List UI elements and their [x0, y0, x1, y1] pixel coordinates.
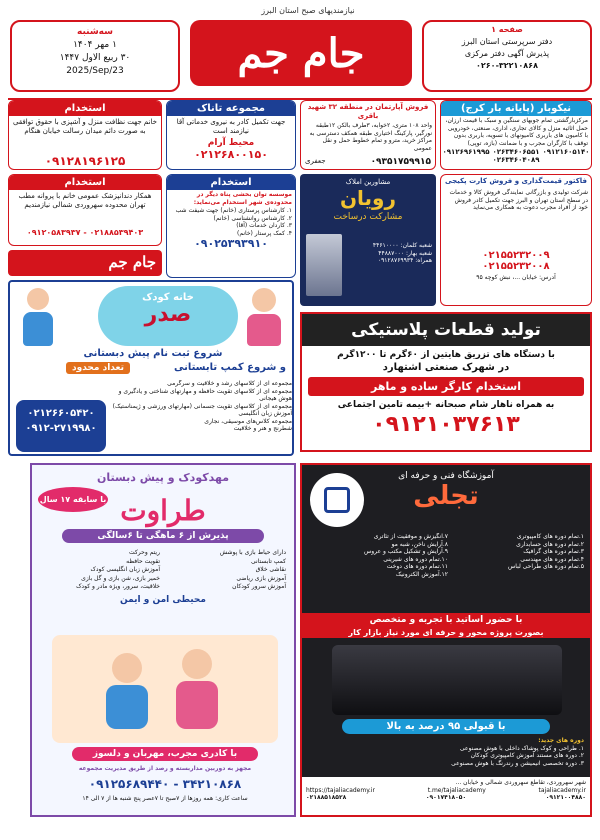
ad-partner: مشارکت درساخت	[333, 212, 403, 222]
list-item: ریتم وحرکت	[129, 549, 160, 556]
telegram-link[interactable]: t.me/tajaliacademy	[427, 786, 486, 794]
ad-rate: با قبولی ۹۵ درصد به بالا	[342, 719, 550, 734]
phone: ۰۹۱۲۱۰۰۴۸۸۰	[545, 794, 586, 801]
academy-logo	[310, 473, 364, 527]
phone: ۰۲۶۳۴۶۰۶۵۵۱	[492, 148, 540, 156]
ad-intro: موسسه توان بخشی پناه دیگر در محدوده‌ی شهر استخدام می‌نماید:	[193, 191, 292, 206]
ad-title: استخدام	[9, 101, 161, 116]
weekday: سه‌شنبه	[77, 27, 113, 37]
contact-name: جعفری	[305, 157, 326, 166]
phone: ۰۹۱۲۵۶۸۹۴۴۰ - ۳۴۲۱۰۸۶۸	[88, 777, 242, 791]
keyboard-image	[332, 645, 562, 715]
new-course-list	[308, 737, 584, 767]
list-item: کمپ تابستانی	[251, 557, 286, 565]
phone: ۰۲۱۸۸۵۱۸۵۲۸	[306, 794, 347, 801]
ad-banner: با حضور اساتید با تجربه و متخصص	[302, 613, 590, 627]
building-image	[306, 234, 342, 296]
ad-line1: با دستگاه های تزریق هایتین از ۶۰گرم تا ۱۲۰۰گرم	[337, 350, 555, 360]
ad-title: تولید قطعات پلاستیکی	[302, 314, 590, 346]
list-item: خمیر بازی، شن بازی و گل بازی	[81, 574, 160, 582]
ad-brand: تجلی	[413, 481, 479, 511]
address: شهر سهروردی، تقاطع سهروردی شمالی و خیابان ...	[455, 779, 586, 786]
list-item: ۹.آرایش و تشکیل مکتب و عروس	[363, 548, 448, 555]
address: آدرس: خیابان ...، نبش کوچه ۹۵	[476, 274, 556, 282]
list-item: آموزش زبان انگلیسی	[238, 410, 292, 417]
ad-text: واحد ۱۰۸ متری، ۲خوابه، ۳طرف بالکن ۱۲طبقه نورگیر، پارکینگ اختیاری طبقه همکف دسترسی به مراکز خرید، مترو و تمام خطوط حمل و نقل عمومی	[309, 122, 432, 152]
office-line1: دفتر سرپرستی استان البرز	[461, 37, 553, 46]
phone-list	[441, 148, 591, 164]
ad-slogan: با کادری مجرب، مهربان و دلسوز	[72, 747, 258, 761]
office-phone: ۰۲۶۰-۳۲۲۱۰۸۶۸	[476, 61, 538, 70]
ad-item: ۲. کارشناس روانشناسی (خانم)	[213, 214, 292, 222]
ad-tag: محیطی امن و ایمن	[120, 594, 206, 605]
ad-banner2: بصورت پروژه محور و حرفه ای مورد نیاز بازار کار	[302, 627, 590, 638]
ad-job-cleaning	[8, 100, 162, 170]
badge-limited: تعداد محدود	[66, 362, 130, 374]
hijri-date: ۳۰ ربیع الاول ۱۴۴۷	[59, 53, 131, 64]
ad-title: فروش آپارتمان در منطقه ۳۲ شهید باقری	[307, 103, 429, 121]
instagram-link[interactable]: tajaliacademy.ir	[538, 786, 586, 794]
logo-text: جام جم	[237, 29, 365, 77]
list-item: آموزش سرور کودکان	[232, 583, 286, 590]
office-box	[422, 20, 592, 92]
ad-text: جهت تکمیل کادر به نیروی خدماتی آقا نیازمند است	[176, 118, 286, 136]
logo	[190, 20, 412, 86]
ad-line2: در شهرک صنعتی اشتهارد	[382, 362, 510, 373]
list-item: ۱۱.تمام دوره های دوخت	[386, 563, 448, 570]
child-illustration	[244, 288, 284, 348]
mini-logo-text: جام جم	[108, 253, 156, 271]
phone: ۰۹۱۲۰۵۸۳۹۳۷ - ۰۲۱۸۸۵۳۹۴۰۳	[26, 228, 144, 237]
phone: ۰۹۱۲۸۱۹۶۱۲۵	[44, 154, 126, 168]
ad-tajali-academy	[300, 463, 592, 817]
ad-title: مجموعه تاناک	[167, 101, 295, 116]
phone: شعبه بهار: ۴۴۸۸۷۰۰۰	[378, 249, 432, 257]
list-item: مجموعه ای از کلاسهای تقویت حافظه و مهارتهای شناختی و یادگیری و هوش هیجانی	[118, 387, 292, 402]
ad-text: مرکزبارگشتی تمام جوبهای سنگین و سبک با قیمت ارزان، حمل اثاثیه منزل و کالای تجاری، اداری، صنعتی، خودرویی با کامیون های باربری کامیونهای با تسویه، باربری بدون توقف با کارگران مجرب و با ضمانت (بازه، توپی)	[445, 117, 588, 147]
children-illustration	[52, 635, 278, 743]
phone: ۰۹۳۵۱۷۵۹۹۱۵	[370, 157, 431, 168]
phone: همراه: ۰۹۱۲۸۷۶۹۹۳۴	[377, 257, 432, 264]
ad-sadr-kindergarten	[8, 280, 294, 456]
phone: ۰۹۱۲۶۹۶۱۹۹۵	[442, 148, 490, 156]
ad-place: محیط آرام	[207, 138, 255, 149]
ad-tanak	[166, 100, 296, 170]
ad-subtitle: مشاورین املاک	[345, 178, 391, 186]
list-item: تقویت حافظه	[126, 557, 160, 565]
list-item: شطرنج و هنر و خلاقیت	[233, 425, 292, 432]
list-item: مجموعه ای از کلاسهای رشد و خلاقیت و سرگرمی	[167, 380, 292, 387]
list-title: دوره های جدید:	[538, 737, 584, 744]
list-item: ۵.تمام دوره های طراحی لباس	[507, 563, 584, 570]
ad-nikobar	[440, 100, 592, 170]
phone: ۰۲۱۲۶۶۰۵۴۲۰	[27, 408, 95, 419]
ad-text: همکار دندانپزشک عمومی خانم با پروانه مطب تهران محدوده سهروردی شمالی نیازمندیم	[18, 192, 152, 210]
phone: ۰۲۱۵۵۲۳۲۰۰۹	[482, 250, 550, 262]
phone: ۰۹۰۱۷۴۱۸۰۵۰	[425, 794, 467, 801]
ad-dental	[8, 174, 162, 246]
ad-plastic-parts	[300, 312, 592, 452]
child-illustration	[20, 288, 56, 348]
list-item: ۱.تمام دوره های کامپیوتری	[516, 533, 584, 540]
ad-title: فاکتور قیمت‌گذاری و فروش کارت پکیجی	[445, 177, 587, 185]
course-list	[454, 533, 584, 571]
list-item: ۳.تمام دوره های گرافیک	[523, 548, 584, 555]
ad-kicker: خانه کودک	[142, 292, 194, 303]
phone: ۰۹۰۲۵۳۹۳۹۱۰	[194, 237, 268, 250]
ad-hours: ساعت کاری: همه روزها از ۷صبح تا ۷عصر پنج شنبه ها از ۷ الی ۱۴	[82, 795, 248, 802]
list-item: نقاشی خلاق	[255, 566, 286, 573]
ad-item: ۴. کمک پرستار (خانم)	[237, 229, 292, 237]
ad-footer	[302, 777, 590, 815]
list-item: مجموعه ای از کلاسهای تقویت جسمانی (مهارتهای ورزشی و ژیمناستیک)	[112, 402, 292, 410]
list-item: ۱۰.تمام دوره های شیرینی	[383, 555, 448, 563]
list-item: آموزش زبان انگلیسی کودک	[90, 566, 160, 573]
ad-kicker: آموزشگاه فنی و حرفه ای	[398, 471, 494, 481]
date-box	[10, 20, 180, 92]
list-item: ۱۲.آموزش الکترونیک	[395, 570, 448, 578]
ad-cctv: مجهز به دوربین مداربسته و رصد از طریق مدیریت مجموعه	[78, 765, 252, 772]
years-badge: با سابقه ۱۷ سال	[38, 487, 108, 512]
feature-list	[32, 545, 294, 595]
ad-brand: صدر	[144, 302, 192, 327]
phone: شعبه کلمان: ۴۴۶۱۰۰۰۰	[372, 242, 432, 249]
website-link[interactable]: https://tajaliacademy.ir	[306, 786, 375, 794]
ad-text: شرکت تولیدی و بازرگانی نمایندگی فروش کالا و خدمات در سطح استان تهران و البرز جهت تکمیل کادر فروش خود از افراد مجرب دعوت به همکاری می‌نماید	[449, 189, 588, 212]
phone: ۰۹۱۲۱۰۳۷۶۱۳	[372, 412, 520, 437]
ad-benefits: به همراه ناهار شام صبحانه +بیمه تامین اجتماعی	[337, 400, 555, 410]
ad-kicker: مهدکودک و پیش دبستان	[96, 471, 230, 484]
list-item: ۱. طراحی و کوک پوشاک داخلی با هوش مصنوعی	[459, 744, 584, 752]
jalali-date: ۱ مهر ۱۴۰۴	[73, 40, 117, 51]
list-item: آموزش بازی ریاضی	[236, 574, 286, 582]
cloud-shape	[98, 286, 238, 346]
list-item: خلاقیت، سرور، ویژه مادر و کودک	[76, 583, 160, 590]
phone: ۰۲۱۲۶۸۰۰۱۵۰	[194, 148, 268, 162]
ad-tarawat-kindergarten	[30, 463, 296, 817]
ad-line1: شروع ثبت نام پیش دبستانی	[83, 348, 223, 359]
list-item: دارای حیاط بازی با پوشش	[219, 549, 286, 556]
ad-item: ۱. کارشناس پرستاری (خانم) جهت شیفت شب	[175, 207, 292, 214]
list-item: ۲.تمام دوره های حسابداری	[516, 540, 584, 548]
ad-enroll: پذیرش از ۶ ماهگی تا ۶سالگی	[62, 529, 264, 543]
feature-list	[108, 380, 292, 433]
list-item: ۷.انگیزش و موفقیت از تئاتری	[373, 533, 448, 540]
ad-text: خانم جهت نظافت منزل و آشپزی با حقوق توافقی به صورت دائم میدان رسالت خیابان هنگام	[12, 118, 158, 136]
ad-brand: طراوت	[120, 494, 206, 527]
masthead	[8, 6, 592, 100]
ad-hiring: استخدام کارگر ساده و ماهر	[308, 377, 584, 396]
mini-logo-strip	[8, 250, 162, 276]
phone: ۰۹۱۲-۲۷۱۹۹۸۰	[25, 423, 97, 434]
gregorian-date: 2025/Sep/23	[66, 66, 124, 77]
ad-apartment	[300, 100, 436, 170]
list-item: ۸.آرایش ناخن، شبه مو	[391, 540, 448, 548]
ad-factory	[440, 174, 592, 306]
office-line2: پذیرش آگهی دفتر مرکزی	[464, 49, 550, 58]
ad-hiring-rehab	[166, 174, 296, 278]
phone: ۰۹۱۲۱۶۰۵۱۴۰	[542, 148, 590, 156]
ad-line2: و شروع کمپ تابستانی	[173, 362, 286, 373]
list-item: ۴.تمام دوره های مهندسی	[520, 555, 584, 563]
phone-box	[16, 400, 106, 452]
tagline: نیازمندیهای صبح استان البرز	[261, 6, 355, 15]
list-item: مجموعه کلاس‌های موسیقی، نجاری	[204, 417, 292, 425]
ad-item: ۳. کاردان خدمات (آقا)	[236, 222, 292, 229]
page-number: صفحه ۱	[491, 25, 523, 34]
ad-royan	[300, 174, 436, 306]
ad-title: استخدام	[9, 175, 161, 190]
list-item: ۳. دوره تخصصی انیمیشن و رندرنگ با هوش مصنوعی	[451, 759, 584, 767]
ad-title: استخدام	[167, 175, 295, 190]
ad-title: نیکوبار (پایانه بار کرج)	[441, 101, 591, 116]
ad-brand: رویان	[339, 186, 397, 210]
phone: ۰۲۱۵۵۲۳۲۰۰۸	[482, 261, 550, 273]
list-item: ۲. دوره های مستند آموزش کامپیوتری کودکان	[470, 752, 584, 759]
course-list	[308, 533, 448, 578]
phone: ۰۲۶۳۴۶۰۴۰۸۹	[492, 156, 540, 164]
